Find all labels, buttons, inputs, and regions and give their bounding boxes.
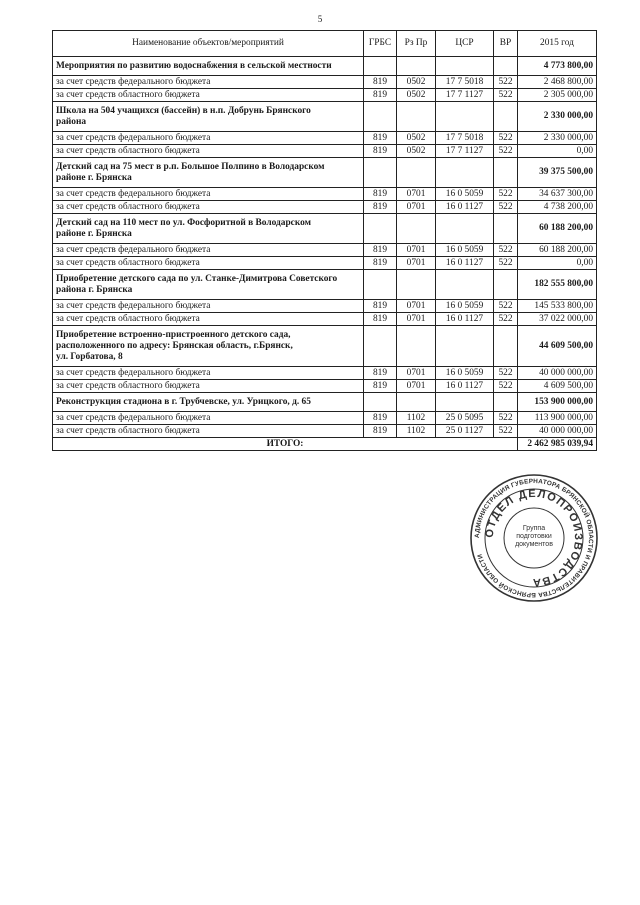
grbs-cell: 819: [364, 425, 397, 438]
rzpr-cell: 0701: [397, 300, 436, 313]
svg-text:документов: документов: [515, 541, 553, 548]
svg-text:ОТДЕЛ ДЕЛОПРОИЗВОДСТВА: ОТДЕЛ ДЕЛОПРОИЗВОДСТВА: [483, 487, 585, 589]
object-title: [53, 270, 364, 300]
grbs-cell: 819: [364, 300, 397, 313]
header-csr: ЦСР: [436, 31, 494, 57]
empty-cell: [494, 214, 518, 244]
header-grbs: ГРБС: [364, 31, 397, 57]
csr-cell: 16 0 1127: [436, 201, 494, 214]
rzpr-cell: 1102: [397, 412, 436, 425]
amount-cell: 113 900 000,00: [518, 412, 597, 425]
rzpr-cell: 1102: [397, 425, 436, 438]
funding-row: [53, 380, 597, 393]
funding-row: [53, 89, 597, 102]
funding-source: за счет средств областного бюджета: [53, 313, 364, 326]
object-title-line: Реконструкция стадиона в г. Трубчевске, ул. Урицкого, д. 65: [56, 396, 311, 407]
empty-cell: [436, 57, 494, 76]
object-row: [53, 393, 597, 412]
vr-cell: 522: [494, 244, 518, 257]
vr-cell: 522: [494, 89, 518, 102]
csr-cell: 17 7 1127: [436, 145, 494, 158]
empty-cell: [397, 158, 436, 188]
funding-source: за счет средств областного бюджета: [53, 89, 364, 102]
funding-source: за счет средств федерального бюджета: [53, 76, 364, 89]
amount-cell: 0,00: [518, 145, 597, 158]
empty-cell: [494, 57, 518, 76]
funding-source: за счет средств областного бюджета: [53, 425, 364, 438]
funding-row: [53, 257, 597, 270]
amount-cell: 2 468 800,00: [518, 76, 597, 89]
vr-cell: 522: [494, 188, 518, 201]
empty-cell: [397, 214, 436, 244]
object-title: [53, 393, 364, 412]
csr-cell: 17 7 1127: [436, 89, 494, 102]
empty-cell: [364, 270, 397, 300]
funding-row: [53, 76, 597, 89]
vr-cell: 522: [494, 367, 518, 380]
svg-text:подготовки: подготовки: [516, 533, 552, 540]
budget-table: [52, 30, 597, 451]
funding-source: за счет средств федерального бюджета: [53, 132, 364, 145]
header-rzpr: Рз Пр: [397, 31, 436, 57]
object-title-line: Приобретение детского сада по ул. Станке-Димитрова Советского: [56, 273, 338, 284]
empty-cell: [364, 326, 397, 367]
funding-row: [53, 412, 597, 425]
object-title-line: Школа на 504 учащихся (бассейн) в н.п. Добрунь Брянского: [56, 105, 311, 116]
amount-cell: 0,00: [518, 257, 597, 270]
grbs-cell: 819: [364, 145, 397, 158]
rzpr-cell: 0502: [397, 89, 436, 102]
empty-cell: [364, 57, 397, 76]
funding-row: [53, 425, 597, 438]
rzpr-cell: 0701: [397, 201, 436, 214]
empty-cell: [364, 158, 397, 188]
vr-cell: 522: [494, 132, 518, 145]
funding-source: за счет средств федерального бюджета: [53, 300, 364, 313]
empty-cell: [364, 214, 397, 244]
object-title: [53, 57, 364, 76]
table-header-row: [53, 31, 597, 57]
funding-row: [53, 132, 597, 145]
svg-text:Группа: Группа: [522, 525, 546, 532]
vr-cell: 522: [494, 300, 518, 313]
object-title-line: ул. Горбатова, 8: [56, 351, 123, 362]
vr-cell: 522: [494, 313, 518, 326]
object-title-line: Мероприятия по развитию водоснабжения в сельской местности: [56, 60, 332, 71]
rzpr-cell: 0701: [397, 257, 436, 270]
page-number: 5: [317, 14, 323, 24]
funding-row: [53, 145, 597, 158]
funding-row: [53, 244, 597, 257]
funding-source: за счет средств областного бюджета: [53, 201, 364, 214]
object-total: 44 609 500,00: [518, 326, 597, 367]
object-total: 153 900 000,00: [518, 393, 597, 412]
rzpr-cell: 0701: [397, 313, 436, 326]
vr-cell: 522: [494, 76, 518, 89]
funding-row: [53, 201, 597, 214]
object-total: 60 188 200,00: [518, 214, 597, 244]
amount-cell: 4 738 200,00: [518, 201, 597, 214]
header-vr: ВР: [494, 31, 518, 57]
object-title-line: Детский сад на 75 мест в р.п. Большое Полпино в Володарском: [56, 161, 325, 172]
header-year: 2015 год: [518, 31, 597, 57]
empty-cell: [494, 270, 518, 300]
funding-row: [53, 367, 597, 380]
grbs-cell: 819: [364, 412, 397, 425]
empty-cell: [397, 326, 436, 367]
object-title: [53, 158, 364, 188]
funding-source: за счет средств областного бюджета: [53, 380, 364, 393]
rzpr-cell: 0701: [397, 244, 436, 257]
vr-cell: 522: [494, 412, 518, 425]
object-title-line: Приобретение встроенно-пристроенного детского сада,: [56, 329, 291, 340]
csr-cell: 17 7 5018: [436, 76, 494, 89]
funding-source: за счет средств федерального бюджета: [53, 412, 364, 425]
object-title-line: районе г. Брянска: [56, 172, 132, 183]
csr-cell: 16 0 1127: [436, 257, 494, 270]
svg-text:АДМИНИСТРАЦИЯ ГУБЕРНАТОРА БРЯН: АДМИНИСТРАЦИЯ ГУБЕРНАТОРА БРЯНСКОЙ ОБЛАСТИ И ПРАВИТЕЛЬСТВА БРЯНСКОЙ ОБЛАСТИ: [473, 477, 595, 599]
funding-source: за счет средств областного бюджета: [53, 145, 364, 158]
funding-source: за счет средств федерального бюджета: [53, 188, 364, 201]
funding-row: [53, 300, 597, 313]
amount-cell: 145 533 800,00: [518, 300, 597, 313]
empty-cell: [436, 158, 494, 188]
grand-total-label: ИТОГО:: [53, 438, 518, 451]
amount-cell: 40 000 000,00: [518, 425, 597, 438]
grbs-cell: 819: [364, 367, 397, 380]
object-row: [53, 102, 597, 132]
csr-cell: 16 0 5059: [436, 244, 494, 257]
object-total: 182 555 800,00: [518, 270, 597, 300]
empty-cell: [436, 326, 494, 367]
grbs-cell: 819: [364, 244, 397, 257]
empty-cell: [364, 102, 397, 132]
csr-cell: 25 0 5095: [436, 412, 494, 425]
object-total: 4 773 800,00: [518, 57, 597, 76]
amount-cell: 40 000 000,00: [518, 367, 597, 380]
object-title: [53, 326, 364, 367]
grbs-cell: 819: [364, 257, 397, 270]
csr-cell: 25 0 1127: [436, 425, 494, 438]
empty-cell: [436, 393, 494, 412]
empty-cell: [397, 393, 436, 412]
grbs-cell: 819: [364, 76, 397, 89]
empty-cell: [364, 393, 397, 412]
object-row: [53, 270, 597, 300]
empty-cell: [397, 270, 436, 300]
object-row: [53, 326, 597, 367]
amount-cell: 2 330 000,00: [518, 132, 597, 145]
amount-cell: 60 188 200,00: [518, 244, 597, 257]
vr-cell: 522: [494, 380, 518, 393]
object-title: [53, 214, 364, 244]
object-title-line: районе г. Брянска: [56, 228, 132, 239]
empty-cell: [397, 102, 436, 132]
empty-cell: [436, 214, 494, 244]
amount-cell: 34 637 300,00: [518, 188, 597, 201]
csr-cell: 16 0 5059: [436, 367, 494, 380]
funding-source: за счет средств областного бюджета: [53, 257, 364, 270]
empty-cell: [494, 326, 518, 367]
object-title-line: района: [56, 116, 87, 127]
object-row: [53, 158, 597, 188]
grbs-cell: 819: [364, 188, 397, 201]
header-name: Наименование объектов/мероприятий: [53, 31, 364, 57]
vr-cell: 522: [494, 145, 518, 158]
funding-row: [53, 313, 597, 326]
rzpr-cell: 0502: [397, 76, 436, 89]
csr-cell: 16 0 5059: [436, 188, 494, 201]
empty-cell: [436, 102, 494, 132]
rzpr-cell: 0502: [397, 145, 436, 158]
grbs-cell: 819: [364, 201, 397, 214]
object-title: [53, 102, 364, 132]
official-stamp: [468, 472, 600, 604]
csr-cell: 16 0 1127: [436, 313, 494, 326]
funding-row: [53, 188, 597, 201]
csr-cell: 16 0 1127: [436, 380, 494, 393]
rzpr-cell: 0701: [397, 188, 436, 201]
rzpr-cell: 0701: [397, 367, 436, 380]
object-total: 39 375 500,00: [518, 158, 597, 188]
grbs-cell: 819: [364, 132, 397, 145]
grand-total-amount: 2 462 985 039,94: [518, 438, 597, 451]
funding-source: за счет средств федерального бюджета: [53, 244, 364, 257]
amount-cell: 4 609 500,00: [518, 380, 597, 393]
object-row: [53, 214, 597, 244]
grbs-cell: 819: [364, 313, 397, 326]
grbs-cell: 819: [364, 380, 397, 393]
amount-cell: 2 305 000,00: [518, 89, 597, 102]
vr-cell: 522: [494, 257, 518, 270]
vr-cell: 522: [494, 201, 518, 214]
vr-cell: 522: [494, 425, 518, 438]
object-title-line: района г. Брянска: [56, 284, 133, 295]
csr-cell: 17 7 5018: [436, 132, 494, 145]
empty-cell: [494, 102, 518, 132]
object-row: [53, 57, 597, 76]
rzpr-cell: 0701: [397, 380, 436, 393]
object-title-line: расположенного по адресу: Брянская область, г.Брянск,: [56, 340, 293, 351]
amount-cell: 37 022 000,00: [518, 313, 597, 326]
empty-cell: [494, 393, 518, 412]
empty-cell: [494, 158, 518, 188]
rzpr-cell: 0502: [397, 132, 436, 145]
object-total: 2 330 000,00: [518, 102, 597, 132]
empty-cell: [397, 57, 436, 76]
csr-cell: 16 0 5059: [436, 300, 494, 313]
grbs-cell: 819: [364, 89, 397, 102]
funding-source: за счет средств федерального бюджета: [53, 367, 364, 380]
empty-cell: [436, 270, 494, 300]
grand-total-row: [53, 438, 597, 451]
object-title-line: Детский сад на 110 мест по ул. Фосфоритной в Володарском: [56, 217, 312, 228]
